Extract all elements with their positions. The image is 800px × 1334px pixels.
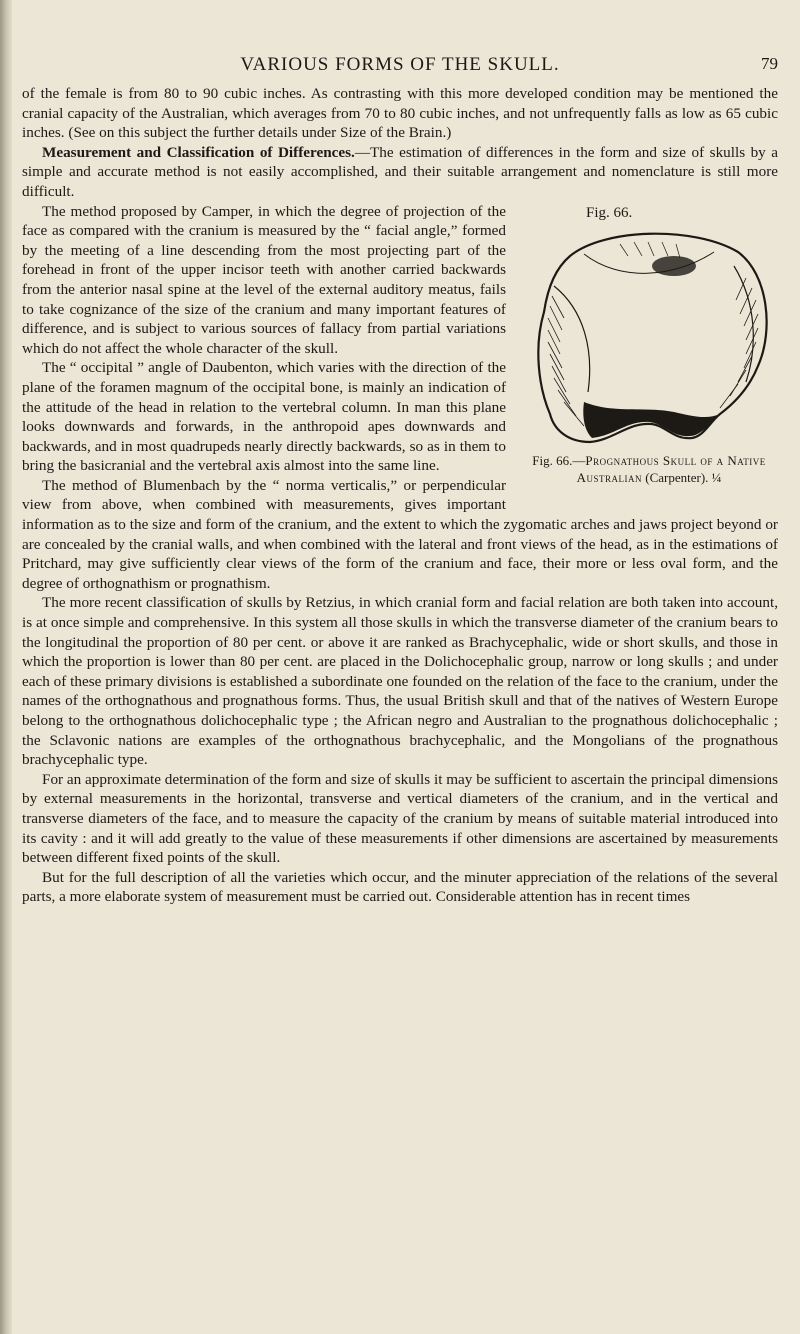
page-title: VARIOUS FORMS OF THE SKULL.: [240, 54, 560, 75]
caption-prefix: Fig. 66.—: [532, 452, 586, 468]
body-text: [22, 84, 778, 907]
book-spine-shadow: [0, 0, 12, 1334]
figure-66: [520, 204, 778, 496]
paragraph-3: The method proposed by Camper, in which the degree of projection of the face as compared with the cranium is measured by the “ facial angle,” formed by the meeting of a line descending from the most projecting part of the forehead in front of the upper incisor teeth with another carried backwards from the anterior nasal spine at the level of the external auditory meatus, fails to take cognizance of the size of the cranium and many important features of difference, and is subject to various sources of fallacy from partial variations which do not affect the whole character of the skull.: [22, 202, 506, 357]
paragraph-2: [22, 143, 778, 202]
paragraph-6: The more recent classification of skulls by Retzius, in which cranial form and facial relation are both taken into account, is at once simple and comprehensive. In this system all those skulls in which the transverse diameter of the cranium bears to the longitudinal the proportion of 80 per cent. or above it are ranked as Brachycephalic, wide or short skulls, and those in which the proportion is lower than 80 per cent. are placed in the Dolichocephalic group, narrow or long skulls ; and under each of these primary divisions is established a subordinate one founded on the relation of the face to the cranium, under the names of the orthognathous and prognathous forms. Thus, the usual British skull and that of the natives of Western Europe belong to the orthognathous dolichocephalic type ; the African negro and Australian to the prognathous dolichocephalic ; the Sclavonic nations are examples of the orthognathous brachycephalic, and the Mongolians of the prognathous brachycephalic type.: [22, 594, 778, 769]
figure-caption: [520, 452, 778, 486]
running-head: [22, 52, 778, 78]
paragraph-1: of the female is from 80 to 90 cubic inches. As contrasting with this more developed condition may be mentioned the cranial capacity of the Australian, which averages from 70 to 80 cubic inches, and not unfrequently falls as low as 65 cubic inches. (See on this subject the further details under Size of the Brain.): [22, 85, 778, 142]
section-heading: Measurement and Classification of Differences.: [42, 143, 355, 161]
caption-title: Prognathous Skull of a Native Australian: [576, 452, 766, 485]
zygomatic-arch-left: [554, 286, 590, 392]
paragraph-7: For an approximate determination of the form and size of skulls it may be sufficient to ascertain the principal dimensions by external measurements in the horizontal, transverse and vertical diameters of the cranium, and in the vertical and transverse diameters of the face, and to measure the capacity of the cranium by means of suitable material introduced into its cavity : and it will add greatly to the value of these measurements if other dimensions are ascertained by measurements between different fixed points of the skull.: [22, 770, 778, 867]
paragraph-8: But for the full description of all the varieties which occur, and the minuter appreciation of the relations of the several parts, a more elaborate system of measurement must be carried out. Considerable attention has in recent times: [22, 868, 778, 906]
hatching-right: [720, 278, 758, 408]
hatching-left: [548, 296, 584, 426]
page-number: 79: [761, 54, 778, 73]
hatching-top: [620, 242, 680, 258]
paragraph-5: The method of Blumenbach by the “ norma verticalis,” or perpendicular view from above, when combined with measurements, gives important information as to the size and form of the cranium, and the extent to which the zygomatic arches and jaws project beyond or are concealed by the cranial walls, and when combined with the lateral and front views of the head, as in the estimations of Pritchard, may give sufficiently clear views of the form of the cranium and face, their more or less oval form, and the degree of orthognathism or prognathism.: [22, 476, 778, 592]
caption-source: (Carpenter). ¼: [645, 469, 722, 485]
orbit-shadow: [652, 256, 696, 276]
book-page: [22, 0, 778, 1334]
figure-label: Fig. 66.: [586, 204, 633, 221]
face-shadow: [583, 402, 720, 438]
skull-illustration: [524, 226, 774, 448]
paragraph-4: The “ occipital ” angle of Daubenton, which varies with the direction of the plane of the foramen magnum of the occipital bone, is mainly an indication of the attitude of the head in relation to the vertebral column. In man this plane looks downwards and forwards, in the anthropoid apes downwards and backwards, and in most quadrupeds nearly directly backwards, so as in them to bring the basicranial and the vertebral axis almost into the same line.: [22, 359, 506, 475]
paragraph-2-text: —The estimation of differences in the form and size of skulls by a simple and accurate method is not easily accomplished, and their suitable arrangement and nomenclature is still more difficult.: [22, 143, 779, 200]
